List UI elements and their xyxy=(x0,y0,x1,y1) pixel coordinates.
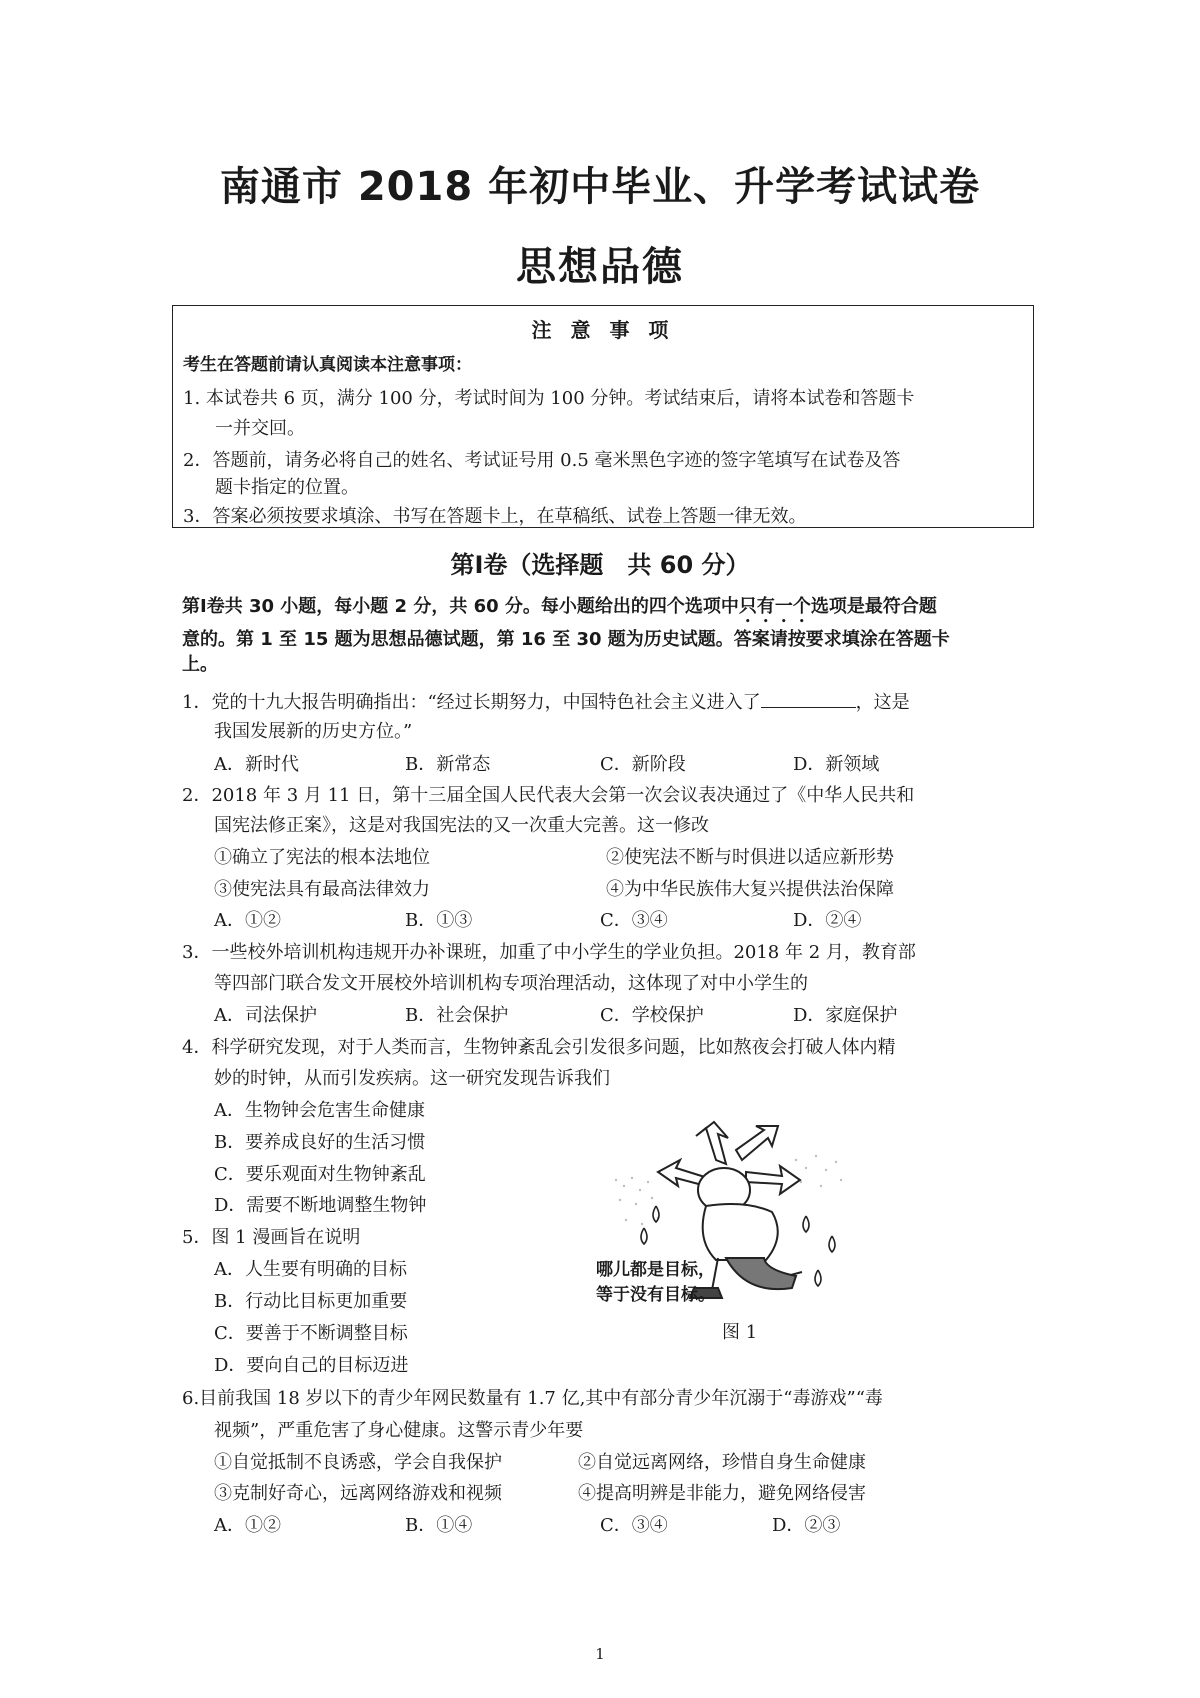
statement: ④为中华民族伟大复兴提供法治保障 xyxy=(606,879,894,900)
question-6-line2: 视频”，严重危害了身心健康。这警示青少年要 xyxy=(214,1420,584,1441)
caption-line: 哪儿都是目标， xyxy=(596,1260,715,1280)
question-1 xyxy=(182,688,910,714)
page-number: 1 xyxy=(595,1645,605,1663)
section-instructions-line2: 意的。第 1 至 15 题为思想品德试题，第 16 至 30 题为历史试题。答案请按要求填涂在答题卡 xyxy=(182,629,950,650)
question-text: ，这是 xyxy=(855,692,910,713)
statement: ②自觉远离网络，珍惜自身生命健康 xyxy=(578,1452,866,1473)
option: C．要善于不断调整目标 xyxy=(214,1323,408,1344)
option: A．①② xyxy=(214,1515,281,1536)
notice-item: 2．答题前，请务必将自己的姓名、考试证号用 0.5 毫米黑色字迹的签字笔填写在试卷及答 xyxy=(183,450,901,471)
question-1-line2: 我国发展新的历史方位。” xyxy=(214,721,413,742)
notice-box xyxy=(172,305,1034,528)
option: A．人生要有明确的目标 xyxy=(214,1259,407,1280)
question-text: 1．党的十九大报告明确指出：“经过长期努力，中国特色社会主义进入了 xyxy=(182,692,761,713)
option: B．①④ xyxy=(405,1515,473,1536)
caption-line: 等于没有目标。 xyxy=(596,1285,715,1305)
instr-text: 选项是最符合题 xyxy=(810,596,937,617)
statement: ③克制好奇心，远离网络游戏和视频 xyxy=(214,1483,502,1504)
cartoon-caption xyxy=(596,1258,715,1308)
statement: ①确立了宪法的根本法地位 xyxy=(214,847,430,868)
option: D．新领域 xyxy=(793,754,880,775)
statement: ②使宪法不断与时俱进以适应新形势 xyxy=(606,847,894,868)
option: C．新阶段 xyxy=(600,754,686,775)
instr-emphasis: 只有一个 xyxy=(738,596,811,617)
option: B．社会保护 xyxy=(405,1005,509,1026)
exam-title: 南通市 2018 年初中毕业、升学考试试卷 xyxy=(219,164,981,210)
option: C．③④ xyxy=(600,1515,668,1536)
question-5: 5．图 1 漫画旨在说明 xyxy=(182,1227,361,1248)
question-4-line2: 妙的时钟，从而引发疾病。这一研究发现告诉我们 xyxy=(214,1068,610,1089)
question-2: 2．2018 年 3 月 11 日，第十三届全国人民代表大会第一次会议表决通过了《中华人民共和 xyxy=(182,785,915,806)
option: B．要养成良好的生活习惯 xyxy=(214,1132,426,1153)
section-instructions-line3: 上。 xyxy=(182,654,218,675)
option: C．学校保护 xyxy=(600,1005,704,1026)
notice-item: 3．答案必须按要求填涂、书写在答题卡上，在草稿纸、试卷上答题一律无效。 xyxy=(183,506,807,527)
question-2-line2: 国宪法修正案》，这是对我国宪法的又一次重大完善。这一修改 xyxy=(214,815,709,836)
answer-blank xyxy=(761,689,856,708)
option: D．要向自己的目标迈进 xyxy=(214,1355,409,1376)
notice-item: 一并交回。 xyxy=(215,418,305,439)
option: B．①③ xyxy=(405,910,473,931)
notice-item: 题卡指定的位置。 xyxy=(215,477,359,498)
option: A．①② xyxy=(214,910,281,931)
option: C．要乐观面对生物钟紊乱 xyxy=(214,1164,426,1185)
question-4: 4．科学研究发现，对于人类而言，生物钟紊乱会引发很多问题，比如熬夜会打破人体内精 xyxy=(182,1037,896,1058)
statement: ①自觉抵制不良诱惑，学会自我保护 xyxy=(214,1452,502,1473)
option: B．新常态 xyxy=(405,754,491,775)
question-3-line2: 等四部门联合发文开展校外培训机构专项治理活动，这体现了对中小学生的 xyxy=(214,973,808,994)
statement: ④提高明辨是非能力，避免网络侵害 xyxy=(578,1483,866,1504)
option: A．司法保护 xyxy=(214,1005,317,1026)
statement: ③使宪法具有最高法律效力 xyxy=(214,879,430,900)
option: B．行动比目标更加重要 xyxy=(214,1291,408,1312)
option: D．②④ xyxy=(793,910,862,931)
option: D．②③ xyxy=(772,1515,841,1536)
section-title: 第Ⅰ卷（选择题 共 60 分） xyxy=(450,551,750,579)
question-6: 6.目前我国 18 岁以下的青少年网民数量有 1.7 亿,其中有部分青少年沉溺于“毒游戏”“毒 xyxy=(182,1388,883,1409)
notice-heading: 注 意 事 项 xyxy=(531,318,675,342)
option: A．新时代 xyxy=(214,754,299,775)
option: A．生物钟会危害生命健康 xyxy=(214,1100,425,1121)
option: C．③④ xyxy=(600,910,668,931)
notice-item: 1. 本试卷共 6 页，满分 100 分，考试时间为 100 分钟。考试结束后，请将本试卷和答题卡 xyxy=(183,388,915,409)
option: D．家庭保护 xyxy=(793,1005,898,1026)
instr-text: 第Ⅰ卷共 30 小题，每小题 2 分，共 60 分。每小题给出的四个选项中 xyxy=(182,596,739,617)
figure-label: 图 1 xyxy=(722,1322,758,1343)
option: D．需要不断地调整生物钟 xyxy=(214,1195,427,1216)
subject-title: 思想品德 xyxy=(516,244,684,290)
section-instructions xyxy=(182,592,937,627)
notice-intro: 考生在答题前请认真阅读本注意事项： xyxy=(183,355,472,375)
question-3: 3．一些校外培训机构违规开办补课班，加重了中小学生的学业负担。2018 年 2 月，教育部 xyxy=(182,942,916,963)
